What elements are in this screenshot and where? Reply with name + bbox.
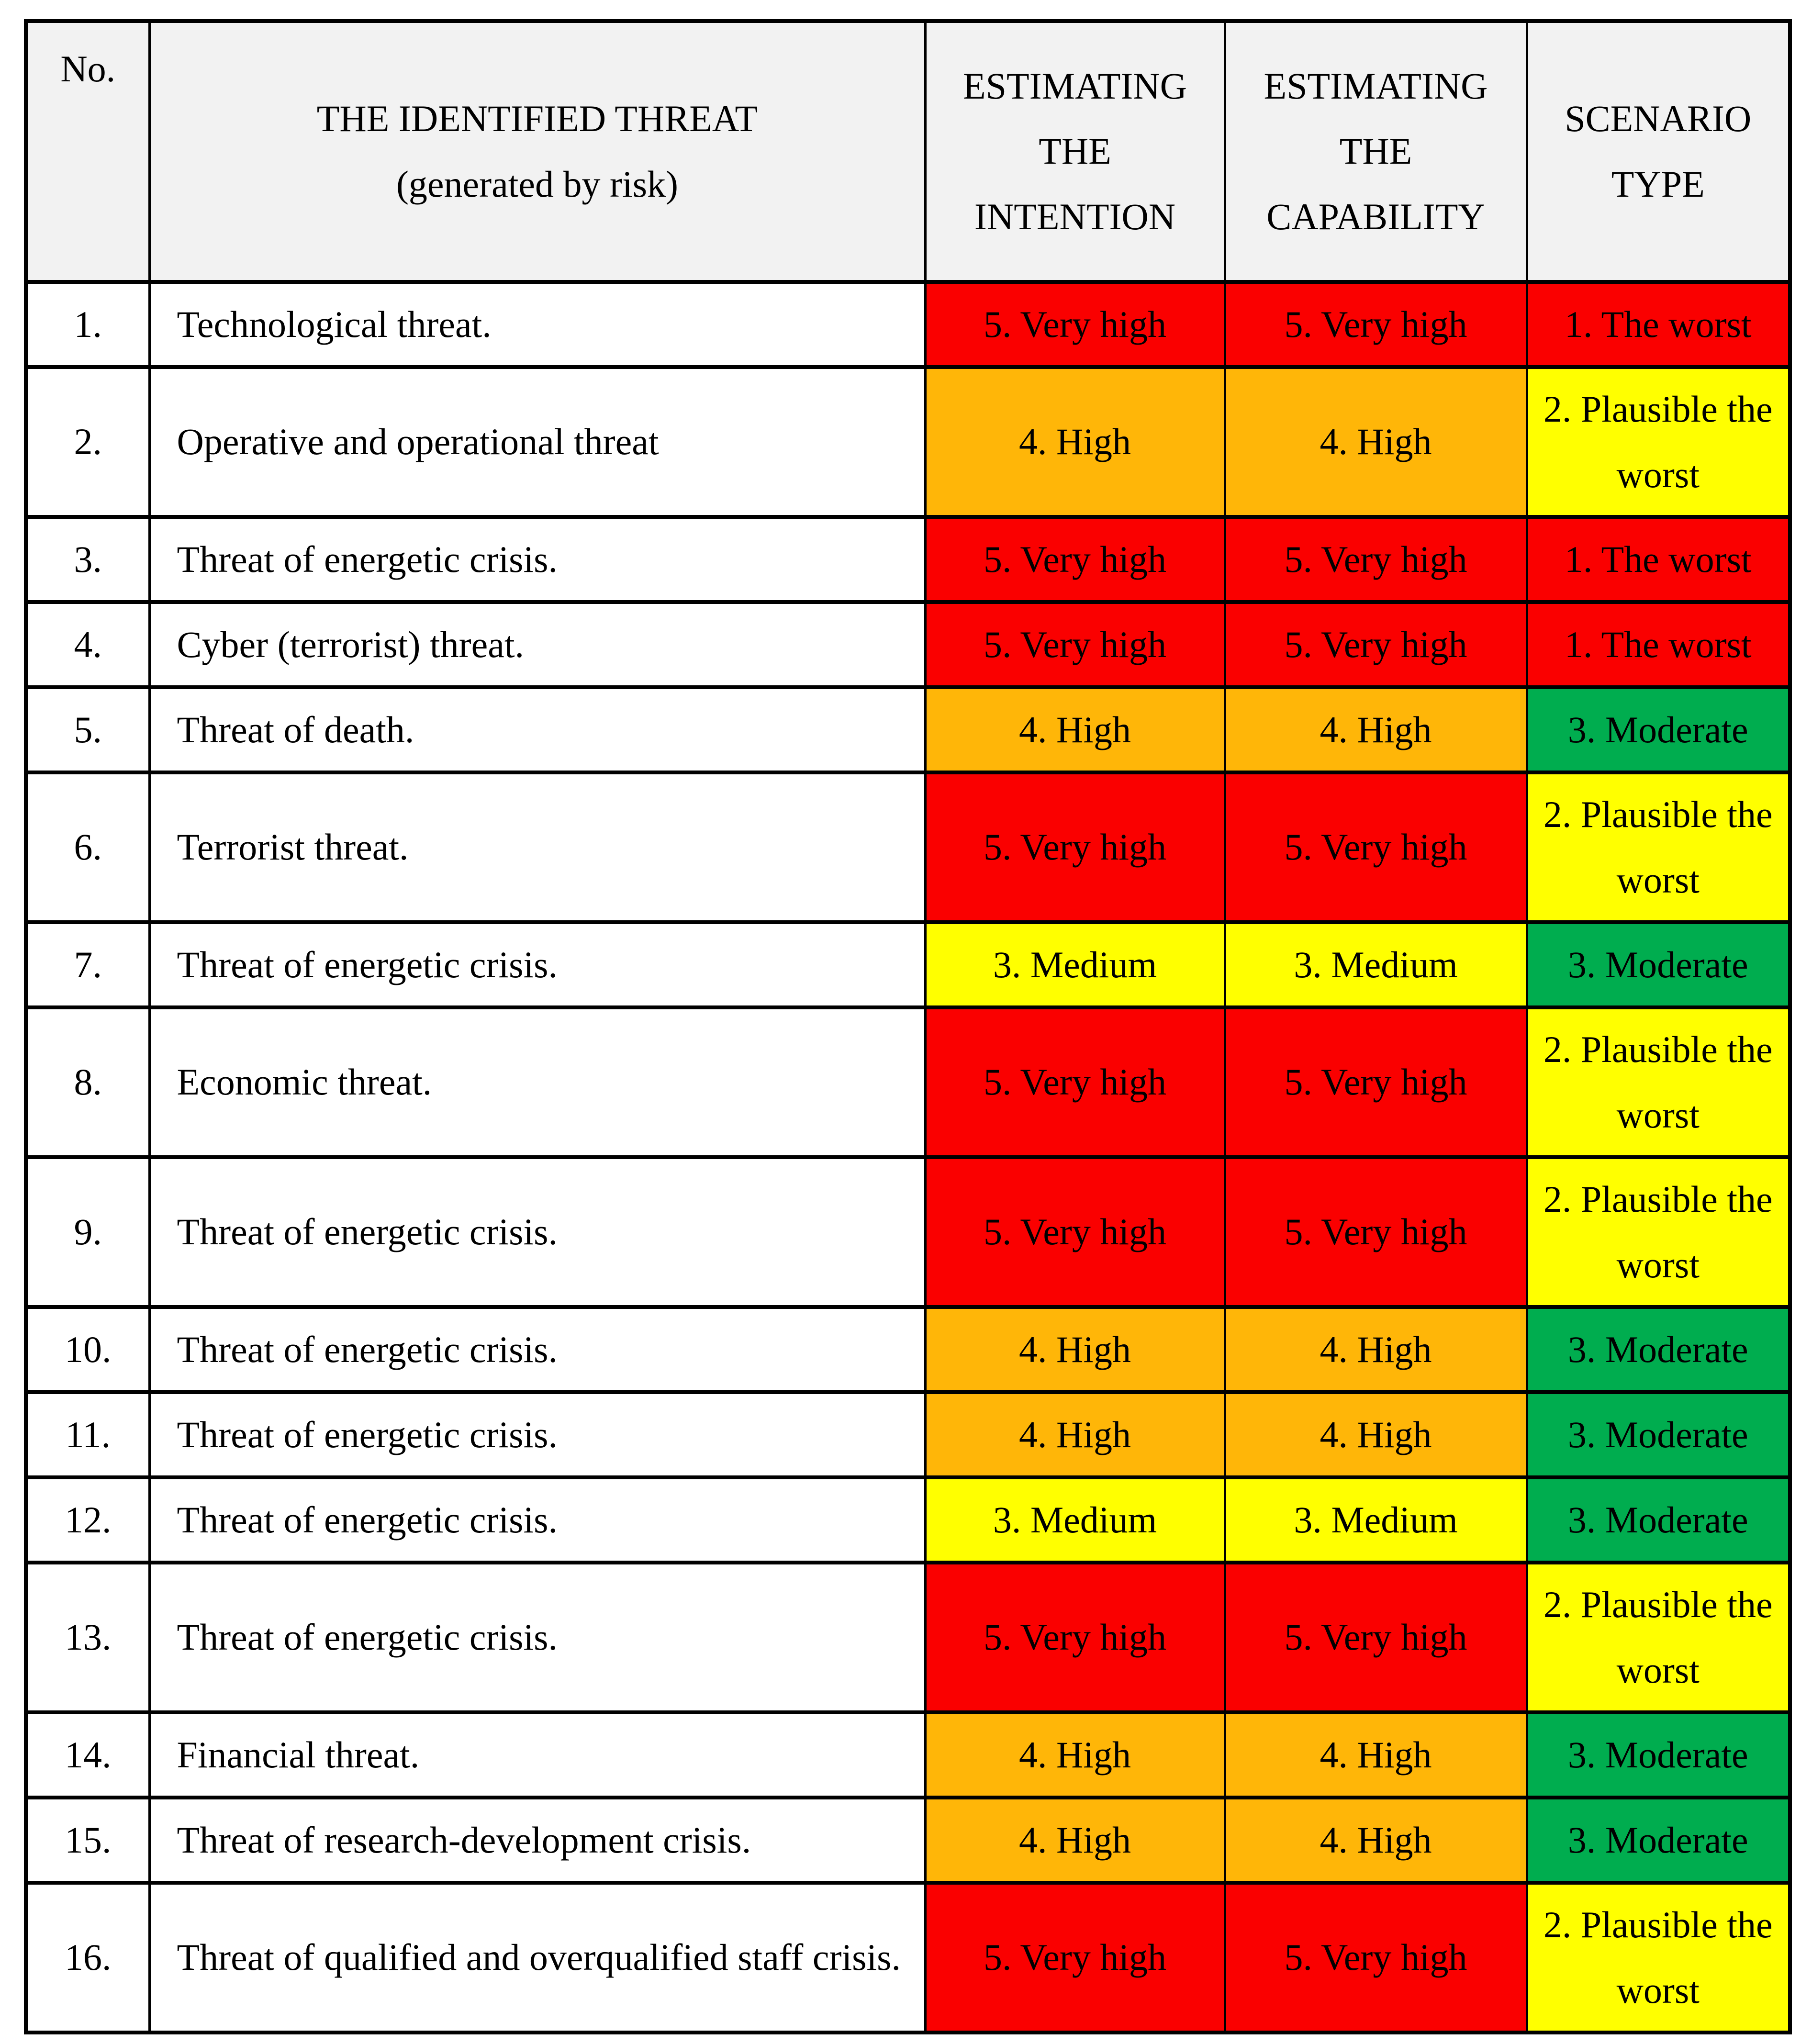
intention-rating-cell: 4. High bbox=[925, 687, 1225, 772]
table-row bbox=[26, 922, 1790, 1007]
scenario-type-cell: 2. Plausible the worst bbox=[1527, 1563, 1790, 1712]
intention-rating-cell: 5. Very high bbox=[925, 602, 1225, 687]
table-header bbox=[26, 21, 1790, 282]
table-row bbox=[26, 1157, 1790, 1307]
scenario-type-cell: 1. The worst bbox=[1527, 517, 1790, 602]
intention-rating-cell: 3. Medium bbox=[925, 922, 1225, 1007]
row-number-cell: 1. bbox=[26, 282, 149, 367]
intention-rating-cell: 4. High bbox=[925, 1798, 1225, 1883]
identified-threat-cell: Terrorist threat. bbox=[149, 772, 925, 922]
capability-rating-cell: 5. Very high bbox=[1225, 1157, 1527, 1307]
scenario-type-cell: 2. Plausible the worst bbox=[1527, 772, 1790, 922]
identified-threat-cell: Threat of energetic crisis. bbox=[149, 1392, 925, 1477]
row-number-cell: 2. bbox=[26, 367, 149, 517]
capability-rating-cell: 5. Very high bbox=[1225, 1883, 1527, 2033]
header-no: No. bbox=[26, 21, 149, 282]
capability-rating-cell: 5. Very high bbox=[1225, 517, 1527, 602]
row-number-cell: 13. bbox=[26, 1563, 149, 1712]
capability-rating-cell: 3. Medium bbox=[1225, 922, 1527, 1007]
intention-rating-cell: 4. High bbox=[925, 367, 1225, 517]
identified-threat-cell: Threat of qualified and overqualified staff crisis. bbox=[149, 1883, 925, 2033]
capability-rating-cell: 5. Very high bbox=[1225, 602, 1527, 687]
intention-rating-cell: 5. Very high bbox=[925, 772, 1225, 922]
table-row bbox=[26, 282, 1790, 367]
row-number-cell: 16. bbox=[26, 1883, 149, 2033]
table-row bbox=[26, 517, 1790, 602]
capability-rating-cell: 3. Medium bbox=[1225, 1477, 1527, 1563]
table-row bbox=[26, 1798, 1790, 1883]
intention-rating-cell: 5. Very high bbox=[925, 282, 1225, 367]
identified-threat-cell: Threat of research-development crisis. bbox=[149, 1798, 925, 1883]
row-number-cell: 12. bbox=[26, 1477, 149, 1563]
table-body bbox=[26, 282, 1790, 2033]
capability-rating-cell: 4. High bbox=[1225, 1307, 1527, 1392]
row-number-cell: 14. bbox=[26, 1712, 149, 1798]
header-estimating-capability: ESTIMATING THE CAPABILITY bbox=[1225, 21, 1527, 282]
table-row bbox=[26, 602, 1790, 687]
identified-threat-cell: Threat of energetic crisis. bbox=[149, 517, 925, 602]
capability-rating-cell: 5. Very high bbox=[1225, 1007, 1527, 1157]
row-number-cell: 15. bbox=[26, 1798, 149, 1883]
table-row bbox=[26, 1563, 1790, 1712]
scenario-type-cell: 3. Moderate bbox=[1527, 1477, 1790, 1563]
intention-rating-cell: 4. High bbox=[925, 1392, 1225, 1477]
table-row bbox=[26, 1007, 1790, 1157]
capability-rating-cell: 4. High bbox=[1225, 1798, 1527, 1883]
intention-rating-cell: 4. High bbox=[925, 1307, 1225, 1392]
intention-rating-cell: 5. Very high bbox=[925, 1883, 1225, 2033]
capability-rating-cell: 4. High bbox=[1225, 367, 1527, 517]
capability-rating-cell: 5. Very high bbox=[1225, 282, 1527, 367]
identified-threat-cell: Financial threat. bbox=[149, 1712, 925, 1798]
intention-rating-cell: 4. High bbox=[925, 1712, 1225, 1798]
capability-rating-cell: 5. Very high bbox=[1225, 772, 1527, 922]
table-row bbox=[26, 1392, 1790, 1477]
scenario-type-cell: 1. The worst bbox=[1527, 282, 1790, 367]
table-row bbox=[26, 1477, 1790, 1563]
risk-scenario-table bbox=[24, 19, 1792, 2034]
table-row bbox=[26, 687, 1790, 772]
capability-rating-cell: 4. High bbox=[1225, 1712, 1527, 1798]
scenario-type-cell: 1. The worst bbox=[1527, 602, 1790, 687]
intention-rating-cell: 5. Very high bbox=[925, 1157, 1225, 1307]
identified-threat-cell: Threat of energetic crisis. bbox=[149, 1307, 925, 1392]
identified-threat-cell: Technological threat. bbox=[149, 282, 925, 367]
scenario-type-cell: 3. Moderate bbox=[1527, 1392, 1790, 1477]
table-row bbox=[26, 1712, 1790, 1798]
identified-threat-cell: Threat of death. bbox=[149, 687, 925, 772]
identified-threat-cell: Operative and operational threat bbox=[149, 367, 925, 517]
header-row bbox=[26, 21, 1790, 282]
scenario-type-cell: 3. Moderate bbox=[1527, 1307, 1790, 1392]
header-scenario-type: SCENARIO TYPE bbox=[1527, 21, 1790, 282]
scenario-type-cell: 2. Plausible the worst bbox=[1527, 1157, 1790, 1307]
scenario-type-cell: 3. Moderate bbox=[1527, 1798, 1790, 1883]
table-row bbox=[26, 772, 1790, 922]
row-number-cell: 10. bbox=[26, 1307, 149, 1392]
row-number-cell: 11. bbox=[26, 1392, 149, 1477]
intention-rating-cell: 3. Medium bbox=[925, 1477, 1225, 1563]
table-row bbox=[26, 1883, 1790, 2033]
scenario-type-cell: 3. Moderate bbox=[1527, 687, 1790, 772]
header-estimating-intention: ESTIMATING THE INTENTION bbox=[925, 21, 1225, 282]
row-number-cell: 8. bbox=[26, 1007, 149, 1157]
intention-rating-cell: 5. Very high bbox=[925, 1007, 1225, 1157]
row-number-cell: 6. bbox=[26, 772, 149, 922]
header-identified-threat bbox=[149, 21, 925, 282]
row-number-cell: 7. bbox=[26, 922, 149, 1007]
identified-threat-cell: Economic threat. bbox=[149, 1007, 925, 1157]
table-row bbox=[26, 367, 1790, 517]
row-number-cell: 5. bbox=[26, 687, 149, 772]
capability-rating-cell: 4. High bbox=[1225, 1392, 1527, 1477]
identified-threat-cell: Threat of energetic crisis. bbox=[149, 1563, 925, 1712]
scenario-type-cell: 2. Plausible the worst bbox=[1527, 1007, 1790, 1157]
header-threat-title: THE IDENTIFIED THREAT bbox=[316, 98, 758, 139]
header-threat-subtitle: (generated by risk) bbox=[396, 163, 679, 205]
identified-threat-cell: Cyber (terrorist) threat. bbox=[149, 602, 925, 687]
scenario-type-cell: 3. Moderate bbox=[1527, 922, 1790, 1007]
intention-rating-cell: 5. Very high bbox=[925, 517, 1225, 602]
capability-rating-cell: 4. High bbox=[1225, 687, 1527, 772]
capability-rating-cell: 5. Very high bbox=[1225, 1563, 1527, 1712]
row-number-cell: 4. bbox=[26, 602, 149, 687]
scenario-type-cell: 2. Plausible the worst bbox=[1527, 367, 1790, 517]
identified-threat-cell: Threat of energetic crisis. bbox=[149, 1157, 925, 1307]
identified-threat-cell: Threat of energetic crisis. bbox=[149, 1477, 925, 1563]
scenario-type-cell: 3. Moderate bbox=[1527, 1712, 1790, 1798]
intention-rating-cell: 5. Very high bbox=[925, 1563, 1225, 1712]
row-number-cell: 3. bbox=[26, 517, 149, 602]
table-row bbox=[26, 1307, 1790, 1392]
identified-threat-cell: Threat of energetic crisis. bbox=[149, 922, 925, 1007]
row-number-cell: 9. bbox=[26, 1157, 149, 1307]
scenario-type-cell: 2. Plausible the worst bbox=[1527, 1883, 1790, 2033]
